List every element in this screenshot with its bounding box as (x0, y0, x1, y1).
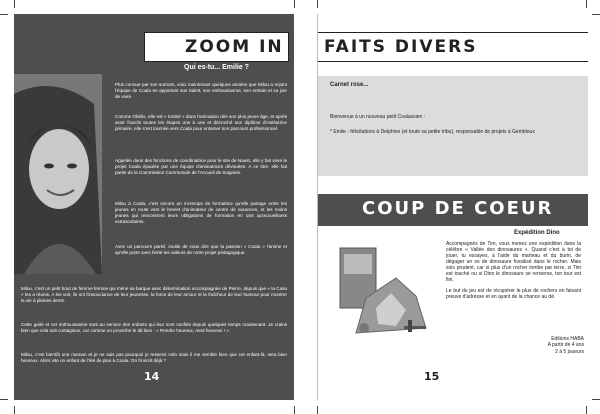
profile-paragraph: Milou à Coala, c'est encore un mi-temps de formatrice qu'elle partage entre les jeunes en route vers le brevet d'animateur de centre de vacances, et les moins jeunes qui rencontrent leurs obligations de formation en tant qu'accueillants extrascolaires. (115, 201, 287, 224)
profile-photo (14, 74, 102, 274)
page-number: 14 (144, 370, 160, 383)
profile-subtitle: Qui es-tu... Emilie ? (184, 64, 249, 71)
game-title: Expédition Dino (514, 230, 560, 236)
carnet-rose-box (318, 76, 588, 176)
crop-mark (592, 399, 600, 400)
page-number: 15 (424, 370, 440, 383)
profile-paragraph: Milou, c'est bientôt une maman et je ne sais pas pourquoi je ressens cela mais il me semble bien que cet enfant-là, sera bien heureux. Alors vite un enfant de l'été de plus à Coala. On l'inscrit déjà ? (21, 352, 287, 363)
crop-mark (586, 0, 587, 8)
profile-paragraph: Appelée dans des fonctions de coordinatrice pour le site de Naast, elle y fait vivre le projet Coala épaulée par une équipe d'animatrices dévouées. A ce titre, elle fait partie de la Commission Communale de l'Accueil de Soignies. (115, 158, 287, 175)
carnet-rose-text: Bienvenue à un nouveau petit Coalassien : (330, 114, 426, 120)
profile-paragraph: Plus connue par son surnom, voici maintenant quelques années que Milou a rejoint l'équipe de Coala en apportant son talent, son enthousiasme, son entrain et sa joie de vivre. (115, 82, 287, 99)
profile-paragraph: Comme Obélix, elle est « tombé » dans l'animation dès son plus jeune âge, et après avoir franchi toutes les étapes une à une et décroché son diplôme d'institutrice primaire, elle s'est tournée vers Coala pour entamer son parcours professionnel. (115, 114, 287, 131)
profile-paragraph: Cette gaité et cet enthousiasme sont au service des enfants qui leur sont confiés depuis quelques temps maintenant. Je crains bien que cela soit contagieux, car comme un proverbe le dit bien : « Rendre heureux, rend heureux ! ». (21, 322, 287, 333)
coup-de-coeur-banner: COUP DE COEUR (318, 194, 588, 226)
game-description: Le but du jeu est de récupérer le plus de rochers en faisant preuve d'adresse et en ayant de la chance au dé. (446, 288, 581, 300)
crop-mark (14, 406, 15, 414)
crop-mark (294, 0, 295, 8)
crop-mark (0, 399, 8, 400)
carnet-rose-text: * Emile - félicitations à Delphine (et toute sa petite tribu), responsable de projets à Gembloux (330, 129, 535, 135)
crop-mark (14, 0, 15, 8)
zoom-in-banner: ZOOM IN (144, 32, 289, 62)
crop-mark (317, 406, 318, 414)
player-count: 2 à 5 joueurs (555, 348, 584, 355)
publisher-name: Editions HABA (551, 336, 584, 342)
game-box-image (336, 238, 434, 348)
profile-paragraph: Avec un parcours pareil, inutile de vous dire que la passion « Coala » l'anime et qu'elle porte avec fierté les valeurs de notre projet pédagogique. (115, 244, 287, 255)
crop-mark (294, 406, 295, 414)
crop-mark (592, 14, 600, 15)
left-page (14, 14, 294, 400)
crop-mark (317, 0, 318, 8)
age-range: A partir de 4 ans (547, 342, 584, 349)
crop-mark (586, 406, 587, 414)
game-description: Accompagnés de Tim, vous menez une expédition dans la célèbre « Vallée des dinosaures ». Quand c'est à toi de jouer, tu essayes, à l'aide du marteau et du burin, de dégager un os de dinosaure fossilisé dans le rocher. Mais sois prudent, car si plus d'un rocher tombe par terre, si Tim est touché ou si Dino le dinosaure se renverse, ton tour est fini. (446, 241, 581, 283)
carnet-rose-title: Carnet rose... (330, 82, 369, 88)
right-page (317, 14, 587, 400)
faits-divers-banner: FAITS DIVERS (318, 32, 588, 62)
crop-mark (0, 14, 8, 15)
profile-paragraph: Milou, c'est un petit bout de femme femme qui mène sa barque avec détermination accompagnée de Pierre, depuis que « la Casa » les a réunis. A les voir, ils ont l'insouciance de leur jeunesse, la force de leur amour et la fraîcheur de leur humour pour montrer la vie à pleines dents. (21, 286, 287, 303)
publisher-info (504, 336, 584, 355)
